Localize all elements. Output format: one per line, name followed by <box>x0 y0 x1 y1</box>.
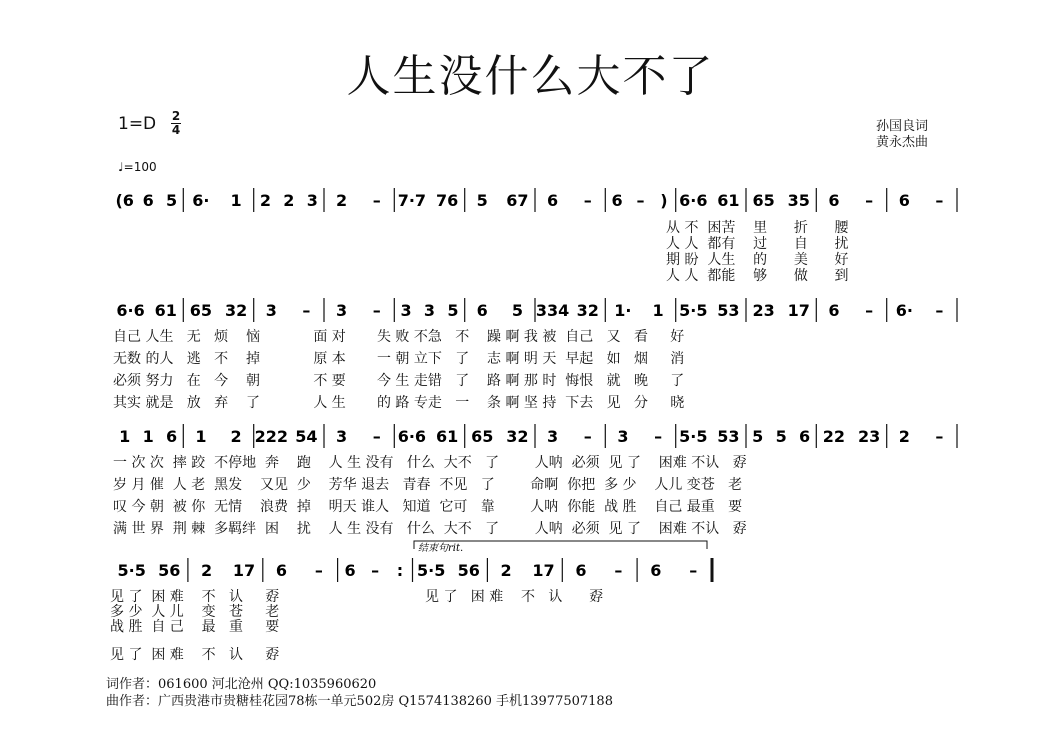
note: 5 <box>775 427 787 446</box>
note: 61 <box>717 191 740 210</box>
note: – <box>314 561 323 580</box>
note: 56 <box>158 561 181 580</box>
note: 3 <box>423 301 436 320</box>
note: – <box>689 561 698 580</box>
lyric-line: 必须 努力 在 今 朝 不 要 今 生 走错 了 路 啊 那 时 悔恨 就 晚 了 <box>113 373 685 389</box>
note: 3 <box>265 301 277 320</box>
note: 23 <box>857 427 881 446</box>
note: 53 <box>717 427 740 446</box>
lyric-line: 人 人 都有 过 自 扰 <box>666 236 849 252</box>
note: 1 <box>652 301 664 320</box>
key-signature: 1=D <box>118 114 157 134</box>
note: 6 <box>611 191 623 210</box>
note: 6·6 <box>679 191 708 210</box>
lyric-line: 自己 人生 无 烦 恼 面 对 失 败 不急 不 躁 啊 我 被 自己 又 看 好 <box>113 329 685 345</box>
note: 6 <box>344 561 356 580</box>
note: 6 <box>799 427 811 446</box>
song-title: 人生没什么大不了 <box>346 51 715 102</box>
note: 6· <box>895 301 913 320</box>
note: – <box>583 427 592 446</box>
note: 17 <box>532 561 555 580</box>
note: 6·6 <box>397 427 427 446</box>
note: 22 <box>822 427 846 446</box>
composer-contact: 曲作者：广西贵港市贵糖桂花园78栋一单元502房 Q1574138260 手机13977507188 <box>106 694 613 709</box>
note: 5 <box>752 427 764 446</box>
note: 1 <box>230 191 242 210</box>
note: ) <box>660 191 668 210</box>
note: 6·6 <box>116 301 145 320</box>
note: 1 <box>195 427 207 446</box>
note: 6 <box>898 191 910 210</box>
note: 32 <box>224 301 248 320</box>
note: 56 <box>457 561 480 580</box>
note: 32 <box>506 427 529 446</box>
note: 6 <box>476 301 488 320</box>
lyric-line: 见 了 困 难 不 认 孬 <box>110 647 280 663</box>
note: 76 <box>435 191 459 210</box>
note: 32 <box>576 301 599 320</box>
note: 17 <box>787 301 810 320</box>
lyric-line: 无数 的人 逃 不 掉 原 本 一 朝 立下 了 志 啊 明 天 早起 如 烟 消 <box>113 351 685 367</box>
note: 5·5 <box>679 301 708 320</box>
lyricist-credit: 孙国良词 <box>876 119 929 134</box>
note: – <box>372 191 381 210</box>
lyric-line: 期 盼 人生 的 美 好 <box>666 252 849 268</box>
lyric-line: 见 了 困 难 不 认 孬 <box>425 589 604 605</box>
note: 6 <box>547 191 559 210</box>
note: 5 <box>447 301 459 320</box>
note: 53 <box>717 301 740 320</box>
note: – <box>583 191 592 210</box>
note: 2 <box>259 191 271 210</box>
note: 2 <box>201 561 213 580</box>
note: 6 <box>575 561 587 580</box>
note: – <box>372 301 381 320</box>
note: 3 <box>617 427 629 446</box>
note: – <box>372 427 381 446</box>
lyric-line: 从 不 困苦 里 折 腰 <box>666 220 849 236</box>
note: 65 <box>189 301 213 320</box>
note: – <box>371 561 380 580</box>
note: 5·5 <box>679 427 708 446</box>
note: 6 <box>142 191 154 210</box>
note: 23 <box>752 301 775 320</box>
note: 5 <box>476 191 488 210</box>
note: – <box>654 427 663 446</box>
time-signature-bottom: 4 <box>171 123 181 137</box>
note: 2 <box>500 561 512 580</box>
note: – <box>865 301 874 320</box>
note: 65 <box>471 427 494 446</box>
tempo-marking: ♩=100 <box>118 160 157 174</box>
note: (6 <box>115 191 134 210</box>
note: – <box>935 301 944 320</box>
note: 3 <box>400 301 412 320</box>
note: 17 <box>232 561 256 580</box>
note: 5 <box>511 301 523 320</box>
note: : <box>396 561 404 580</box>
note: 6 <box>828 301 840 320</box>
note: – <box>302 301 311 320</box>
note: 1 <box>142 427 154 446</box>
note: 2 <box>283 191 295 210</box>
composer-credit: 黄永杰曲 <box>876 135 929 150</box>
lyric-line: 岁 月 催 人 老 黑发 又见 少 芳华 退去 青春 不见 了 命啊 你把 多 少 人儿 变苍 老 <box>113 477 743 493</box>
lyric-line: 战 胜 自 己 最 重 要 <box>110 619 280 635</box>
note: 6· <box>192 191 210 210</box>
lyricist-contact: 词作者：061600 河北沧州 QQ:1035960620 <box>106 677 377 692</box>
note: – <box>614 561 623 580</box>
note: 1 <box>119 427 131 446</box>
note: – <box>636 191 645 210</box>
note: – <box>865 191 874 210</box>
note: 5·5 <box>417 561 446 580</box>
time-signature-top: 2 <box>171 109 181 123</box>
rit-marking: 结束句rit. <box>418 543 464 554</box>
note: 5 <box>166 191 178 210</box>
note: 5·5 <box>117 561 146 580</box>
lyric-line: 满 世 界 荆 棘 多羁绊 困 扰 人 生 没有 什么 大不 了 人呐 必须 见 了 困难 不认 孬 <box>113 521 747 537</box>
note: 2 <box>898 427 910 446</box>
lyric-line: 其实 就是 放 弃 了 人 生 的 路 专走 一 条 啊 坚 持 下去 见 分 晓 <box>113 395 685 411</box>
note: 1· <box>614 301 632 320</box>
note: 2 <box>336 191 348 210</box>
note: 3 <box>306 191 318 210</box>
note: 6 <box>828 191 840 210</box>
lyric-line: 一 次 次 摔 跤 不停地 奔 跑 人 生 没有 什么 大不 了 人呐 必须 见 了 困难 不认 孬 <box>113 455 747 471</box>
note: 3 <box>547 427 559 446</box>
lyric-line: 人 人 都能 够 做 到 <box>666 268 849 284</box>
note: 334 <box>535 301 570 320</box>
note: 6 <box>650 561 662 580</box>
note: 7·7 <box>397 191 427 210</box>
note: 54 <box>295 427 318 446</box>
note: 6 <box>275 561 288 580</box>
note: 61 <box>154 301 177 320</box>
note: 61 <box>435 427 459 446</box>
note: 2 <box>230 427 242 446</box>
note: – <box>935 191 944 210</box>
note: – <box>935 427 944 446</box>
note: 222 <box>254 427 289 446</box>
note: 65 <box>752 191 775 210</box>
note: 67 <box>506 191 529 210</box>
note: 3 <box>336 301 348 320</box>
lyric-line: 多 少 人 儿 变 苍 老 <box>110 604 280 620</box>
note: 35 <box>787 191 810 210</box>
note: 6 <box>166 427 178 446</box>
lyric-line: 叹 今 朝 被 你 无情 浪费 掉 明天 谁人 知道 它可 靠 人呐 你能 战 胜 自己 最重 要 <box>113 499 743 515</box>
note: 3 <box>336 427 348 446</box>
lyric-line: 见 了 困 难 不 认 孬 <box>110 589 280 605</box>
